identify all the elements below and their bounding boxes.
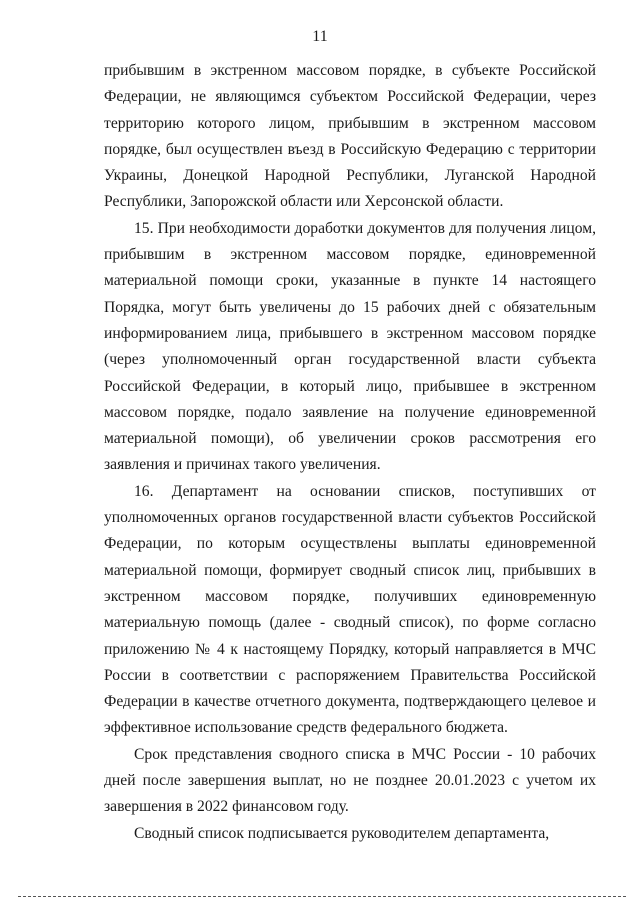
page-number: 11 (312, 28, 328, 45)
paragraph-signature: Сводный список подписывается руководителем департамента, (134, 824, 550, 842)
paragraph-deadline: Срок представления сводного списка в МЧС России - 10 рабочих дней после завершения выплат, но не позднее 20.01.2023 с учетом их завершения в 2022 финансовом году. (104, 745, 596, 816)
paragraph-15: 15. При необходимости доработки документов для получения лицом, прибывшим в экстренном массовом порядке, единовременной материальной помощи сроки, указанные в пункте 14 настоящего Порядка, могут быть увеличены до 15 рабочих дней с обязательным информированием лица, прибывшего в экстренном массовом порядке (через уполномоченный орган государственной власти субъекта Российской Федерации, в который лицо, прибывшее в экстренном массовом порядке, подало заявление на получение единовременной материальной помощи), об увеличении сроков рассмотрения его заявления и причинах такого увеличения. (104, 219, 596, 474)
document-body (104, 58, 596, 847)
paragraph-continuation: прибывшим в экстренном массовом порядке, в субъекте Российской Федерации, не являющимся субъектом Российской Федерации, через территорию которого лицом, прибывшим в экстренном массовом порядке, был осуществлен въезд в Российскую Федерацию с территории Украины, Донецкой Народной Республики, Луганской Народной Республики, Запорожской области или Херсонской области. (104, 62, 596, 211)
page-bottom-divider (18, 896, 628, 897)
paragraph-16: 16. Департамент на основании списков, поступивших от уполномоченных органов государственной власти субъектов Российской Федерации, по которым осуществлены выплаты единовременной материальной помощи, формирует сводный список лиц, прибывших в экстренном массовом порядке, получивших единовременную материальную помощь (далее - сводный список), по форме согласно приложению № 4 к настоящему Порядку, который направляется в МЧС России в соответствии с распоряжением Правительства Российской Федерации в качестве отчетного документа, подтверждающего целевое и эффективное использование средств федерального бюджета. (104, 482, 596, 737)
